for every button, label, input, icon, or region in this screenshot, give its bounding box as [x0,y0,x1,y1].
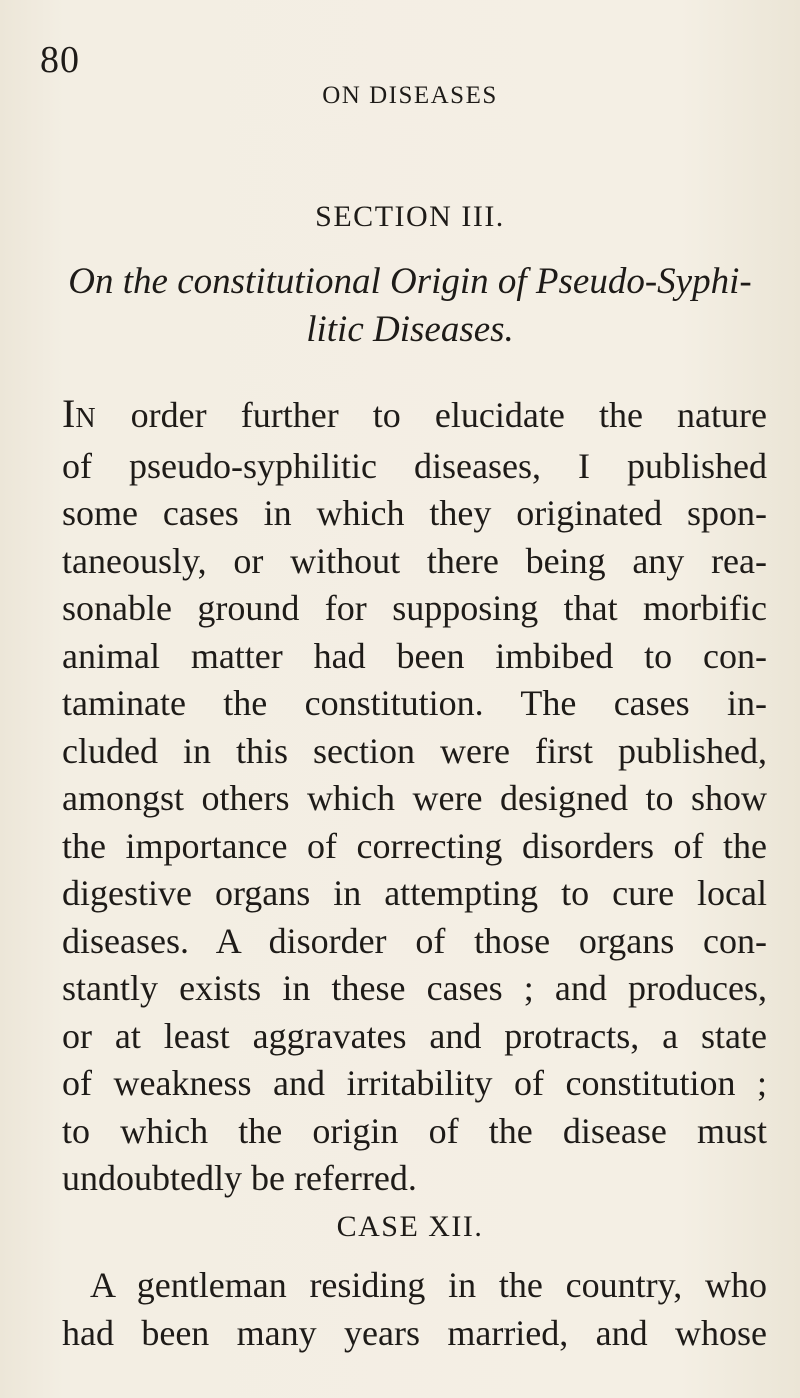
case-line: A gentleman residing in the country, who [90,1265,767,1305]
running-head: ON DISEASES [322,82,498,109]
body-line: sonable ground for supposing that morbific [62,588,767,628]
body-line: amongst others which were designed to show [62,778,767,818]
case-paragraph [62,1262,767,1357]
body-line: taminate the constitution. The cases in- [62,683,767,723]
body-line: or at least aggravates and protracts, a state [62,1015,767,1056]
case-heading: CASE XII. [336,1210,484,1243]
body-line: some cases in which they originated spon- [62,493,767,533]
body-line: undoubtedly be referred. [62,1158,417,1198]
body-line: to which the origin of the disease must [62,1110,767,1151]
section-title-line-1: On the constitutional Origin of Pseudo-Syphi- [68,261,752,302]
body-line: diseases. A disorder of those organs con- [62,920,767,961]
section-heading: SECTION III. [315,200,505,233]
body-line [62,390,767,443]
page-number: 80 [40,39,80,81]
body-paragraph [62,390,767,1203]
body-line-text: order further to elucidate the nature [96,395,767,435]
body-line: taneously, or without there being any rea- [62,540,767,581]
body-line: digestive organs in attempting to cure local [62,873,767,913]
body-line: of pseudo-syphilitic diseases, I published [62,445,767,486]
body-line: of weakness and irritability of constitution ; [62,1063,767,1103]
section-title-line-2: litic Diseases. [306,309,514,350]
case-line: had been many years married, and whose [62,1312,767,1353]
section-title [60,258,760,354]
body-line: cluded in this section were first published, [62,730,767,771]
body-line: animal matter had been imbibed to con- [62,635,767,676]
drop-initial: I [62,391,76,436]
body-line: stantly exists in these cases ; and produces, [62,968,767,1008]
small-caps-rest: N [75,403,97,434]
body-line: the importance of correcting disorders of the [62,825,767,866]
